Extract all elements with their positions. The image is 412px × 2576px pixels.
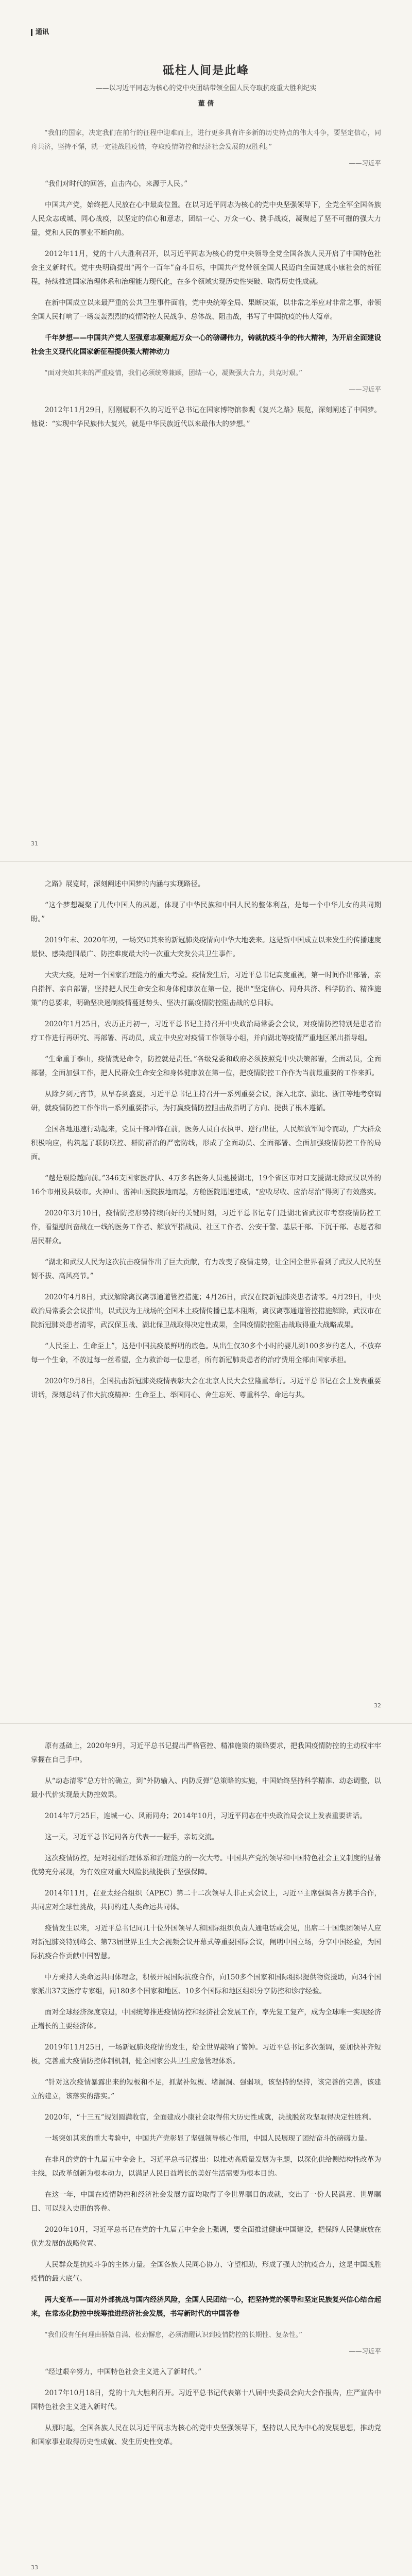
body-paragraph: 从“动态清零”总方针的确立，到“外防输入、内防反弹”总策略的实施，中国始终坚持科学精准、动态调整，以最小代价实现最大防控效果。: [31, 1777, 381, 1799]
body-paragraph: 2020年1月25日，农历正月初一，习近平总书记主持召开中央政治局常委会会议，对疫情防控特别是患者治疗工作进行再研究、再部署、再动员，成立中央应对疫情工作领导小组，并向湖北等疫情严重地区派出指导组。: [31, 1020, 381, 1042]
body-paragraph: 在这一年，中国在疫情防控和经济社会发展方面均取得了令世界瞩目的成就，交出了一份人民满意、世界瞩目、可以载入史册的答卷。: [31, 2191, 381, 2213]
article-author: 董 倩: [198, 100, 214, 108]
page-2-body: [31, 877, 381, 1410]
page-1-body: [31, 126, 381, 438]
body-paragraph: 这次疫情防控，是对我国治理体系和治理能力的一次大考。中国共产党的领导和中国特色社会主义制度的显著优势充分展现，为有效应对重大风险挑战提供了坚强保障。: [31, 1854, 381, 1876]
body-paragraph: 2012年11月29日，刚刚履职不久的习近平总书记在国家博物馆参观《复兴之路》展览，深刻阐述了中国梦。他说：“实现中华民族伟大复兴，就是中华民族近代以来最伟大的梦想。”: [31, 406, 381, 428]
section-heading: 千年梦想——中国共产党人坚强意志凝聚起万众一心的磅礴伟力，铸就抗疫斗争的伟大精神，为开启全面建设社会主义现代化国家新征程提供强大精神动力: [31, 334, 381, 356]
page-1: [0, 0, 412, 861]
body-paragraph: 在非凡的党的十九届五中全会上，习近平总书记提出：以推动高质量发展为主题，以深化供给侧结构性改革为主线，以改革创新为根本动力，以满足人民日益增长的美好生活需要为根本目的。: [31, 2156, 381, 2178]
body-paragraph: 中国共产党，始终把人民放在心中最高位置。在以习近平同志为核心的党中央坚强领导下，全党全军全国各族人民众志成城、同心战疫，以坚定的信心和意志，团结一心、万众一心、携手战疫，凝聚起了坚不可摧的强大力量，党和人民的事业不断向前。: [31, 201, 381, 237]
page-number: 32: [374, 1702, 381, 1709]
body-paragraph: 人民群众是抗疫斗争的主体力量。全国各族人民同心协力、守望相助，形成了强大的抗疫合力，这是中国战胜疫情的最大底气。: [31, 2261, 381, 2283]
page-2-content: [31, 877, 381, 1723]
page-3: [0, 1724, 412, 2576]
body-paragraph: “这个梦想凝聚了几代中国人的夙愿，体现了中华民族和中国人民的整体利益，是每一个中华儿女的共同期盼。”: [31, 901, 381, 923]
body-paragraph: 2014年11月，在亚太经合组织（APEC）第二十二次领导人非正式会议上，习近平主席强调各方携手合作，共同应对全球性挑战，共同构建人类命运共同体。: [31, 1889, 381, 1911]
body-paragraph: 面对全球经济深度衰退，中国统筹推进疫情防控和经济社会发展工作，率先复工复产，成为全球唯一实现经济正增长的主要经济体。: [31, 2008, 381, 2030]
body-paragraph: 中方秉持人类命运共同体理念，积极开展国际抗疫合作，向150多个国家和国际组织提供物资援助，向34个国家派出37支医疗专家组，同180多个国家和地区、10多个国际和地区组织分享防控和诊疗经验。: [31, 1973, 381, 1995]
body-paragraph: 原有基础上，2020年9月，习近平总书记提出严格管控、精准施策的策略要求，把我国疫情防控的主动权牢牢掌握在自己手中。: [31, 1742, 381, 1764]
body-paragraph: 2014年7月25日，连城一心、风雨同舟；2014年10月，习近平同志在中央政治局会议上发表重要讲话。: [45, 1812, 367, 1820]
page-2: [0, 862, 412, 1723]
body-paragraph: 一场突如其来的重大考验中，中国共产党彰显了坚强领导核心作用，中国人民展现了团结奋斗的磅礴力量。: [45, 2134, 372, 2143]
page-3-content: [31, 1739, 381, 2576]
body-paragraph: 2017年10月18日，党的十九大胜利召开。习近平总书记代表第十八届中央委员会向大会作报告，庄严宣告中国特色社会主义进入新时代。: [31, 2389, 381, 2411]
article-subtitle: ——以习近平同志为核心的党中央团结带领全国人民夺取抗疫重大胜利纪实: [95, 84, 317, 92]
pull-quote: “我们的国家，决定我们在前行的征程中迎难而上，进行更多具有许多新的历史特点的伟大斗争，要坚定信心，同舟共济，坚持不懈，就一定能战胜疫情，夺取疫情防控和经济社会发展的双胜利。”: [31, 129, 381, 151]
body-paragraph: “湖北和武汉人民为这次抗击疫情作出了巨大贡献，有力改变了疫情走势，让全国全世界看到了武汉人民的坚韧不拔、高风亮节。”: [31, 1258, 381, 1280]
body-paragraph: 2020年3月10日，疫情防控形势持续向好的关键时刻，习近平总书记专门赴湖北省武汉市考察疫情防控工作，看望慰问奋战在一线的医务工作者、解放军指战员、社区工作者、公安干警、基层干部、下沉干部、志愿者和居民群众。: [31, 1209, 381, 1245]
body-paragraph: 全国各地迅速行动起来，党员干部冲锋在前，医务人员白衣执甲、逆行出征，人民解放军闻令而动，广大群众积极响应，构筑起了联防联控、群防群治的严密防线，形成了全面动员、全面部署、全面加强疫情防控工作的局面。: [31, 1125, 381, 1161]
body-paragraph: 之路》展览时，深刻阐述中国梦的内涵与实现路径。: [45, 880, 205, 888]
quote-source: ——习近平: [349, 159, 381, 167]
pull-quote: “面对突如其来的严重疫情，我们必须统筹兼顾，团结一心，凝聚强大合力，共克时艰。”: [44, 369, 302, 377]
quote-source: ——习近平: [349, 2347, 381, 2355]
page-3-body: [31, 1739, 381, 2456]
section-heading: 两大变革——面对外部挑战与国内经济风险，全国人民团结一心，把坚持党的领导和坚定民族复兴信心结合起来，在常态化防控中统筹推进经济社会发展，书写新时代的中国答卷: [31, 2296, 381, 2318]
body-paragraph: “越是艰险越向前。”346支国家医疗队、4万多名医务人员驰援湖北，19个省区市对口支援湖北除武汉以外的16个市州及县级市。火神山、雷神山医院拔地而起，方舱医院迅速建成，“应收尽收、应治尽治”得到了有效落实。: [31, 1174, 381, 1196]
body-paragraph: “针对这次疫情暴露出来的短板和不足，抓紧补短板、堵漏洞、强弱项，该坚持的坚持，该完善的完善，该建立的建立，该落实的落实。”: [31, 2078, 381, 2100]
column-tag: 通讯: [31, 29, 49, 36]
page-1-content: [31, 26, 381, 861]
body-paragraph: 2020年4月8日，武汉解除离汉离鄂通道管控措施；4月26日，武汉在院新冠肺炎患者清零。4月29日，中央政治局常委会会议指出，以武汉为主战场的全国本土疫情传播已基本阻断，离汉离鄂通道管控措施解除，武汉市在院新冠肺炎患者清零，武汉保卫战、湖北保卫战取得决定性成果，全国疫情防控阻击战取得重大战略成果。: [31, 1293, 381, 1329]
body-paragraph: 在新中国成立以来最严重的公共卫生事件面前，党中央统筹全局、果断决策，以非常之举应对非常之事，带领全国人民打响了一场轰轰烈烈的疫情防控人民战争、总体战、阻击战，书写了中国抗疫的伟大篇章。: [31, 299, 381, 321]
body-paragraph: “生命重于泰山，疫情就是命令，防控就是责任。”各级党委和政府必须按照党中央决策部署，全面动员，全面部署，全面加强工作，把人民群众生命安全和身体健康放在第一位，把疫情防控工作作为当前最重要的工作来抓。: [31, 1055, 381, 1077]
body-paragraph: 这一天，习近平总书记同各方代表一一握手，亲切交流。: [45, 1833, 219, 1841]
pull-quote: “我们没有任何理由骄傲自满、松劲懈怠，必须清醒认识到疫情防控的长期性、复杂性。”: [44, 2331, 302, 2339]
body-paragraph: 大灾大疫，是对一个国家治理能力的重大考验。疫情发生后，习近平总书记高度重视，第一时间作出部署，亲自指挥、亲自部署，坚持把人民生命安全和身体健康放在第一位，提出“坚定信心、同舟共济、科学防治、精准施策”的总要求，明确坚决遏制疫情蔓延势头、坚决打赢疫情防控阻击战的总目标。: [31, 971, 381, 1007]
body-paragraph: 2012年11月，党的十八大胜利召开，以习近平同志为核心的党中央领导全党全国各族人民开启了中国特色社会主义新时代。党中央明确提出“两个一百年”奋斗目标，中国共产党带领全国人民迈向全面建成小康社会的新征程，持续推进国家治理体系和治理能力现代化，在多个领域实现历史性突破、取得历史性成就。: [31, 250, 381, 286]
article-title: 砥柱人间是此峰: [162, 64, 249, 77]
body-paragraph: 从除夕到元宵节，从早春到盛夏，习近平总书记主持召开一系列重要会议，深入北京、湖北、浙江等地考察调研，就疫情防控工作作出一系列重要指示，为打赢疫情防控阻击战指明了方向、提供了根本遵循。: [31, 1090, 381, 1112]
body-paragraph: 2019年末、2020年初，一场突如其来的新冠肺炎疫情向中华大地袭来。这是新中国成立以来发生的传播速度最快、感染范围最广、防控难度最大的一次重大突发公共卫生事件。: [31, 936, 381, 958]
body-paragraph: 疫情发生以来，习近平总书记同几十位外国领导人和国际组织负责人通电话或会见，出席二十国集团领导人应对新冠肺炎特别峰会、第73届世界卫生大会视频会议开幕式等重要国际会议，阐明中国立场，分享中国经验，为国际抗疫合作贡献中国智慧。: [31, 1924, 381, 1960]
body-paragraph: 2020年9月8日，全国抗击新冠肺炎疫情表彰大会在北京人民大会堂隆重举行。习近平总书记在会上发表重要讲话，深刻总结了伟大抗疫精神：生命至上、举国同心、舍生忘死、尊重科学、命运与共。: [31, 1377, 381, 1399]
body-paragraph: 2019年11月25日，一场新冠肺炎疫情的发生，给全世界敲响了警钟。习近平总书记多次强调，要加快补齐短板，完善重大疫情防控体制机制，健全国家公共卫生应急管理体系。: [31, 2043, 381, 2065]
body-paragraph: 2020年10月，习近平总书记在党的十九届五中全会上强调，要全面推进健康中国建设，把保障人民健康放在优先发展的战略位置。: [31, 2226, 381, 2248]
body-paragraph: “我们对时代的回答，直击内心，来源于人民。”: [45, 180, 188, 188]
body-paragraph: 2020年，“十三五”规划圆满收官，全面建成小康社会取得伟大历史性成就，决战脱贫攻坚取得决定性胜利。: [45, 2113, 376, 2122]
body-paragraph: 从那时起，全国各族人民在以习近平同志为核心的党中央坚强领导下，坚持以人民为中心的发展思想，推动党和国家事业取得历史性成就、发生历史性变革。: [31, 2424, 381, 2446]
page-number: 31: [31, 840, 38, 847]
body-paragraph: “人民至上、生命至上”，这是中国抗疫最鲜明的底色。从出生仅30多个小时的婴儿到100多岁的老人，不放弃每一个生命，不放过每一丝希望，全力救治每一位患者，所有新冠肺炎患者的治疗费用全部由国家承担。: [31, 1342, 381, 1364]
quote-source: ——习近平: [349, 385, 381, 393]
body-paragraph: “经过艰辛努力，中国特色社会主义进入了新时代。”: [45, 2368, 202, 2376]
page-number: 33: [31, 2564, 38, 2571]
